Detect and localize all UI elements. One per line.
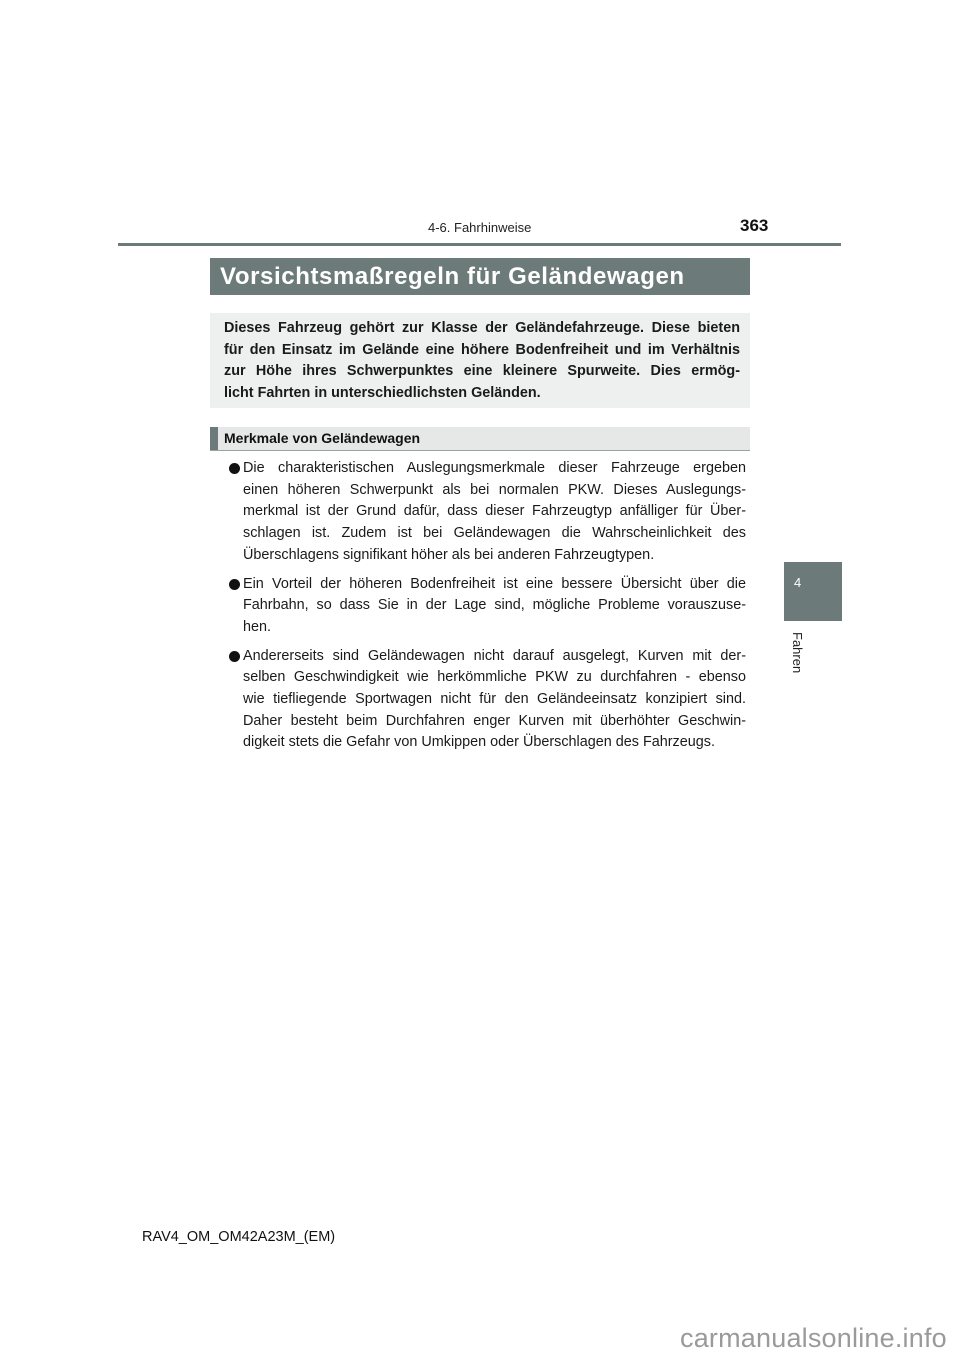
- page-title: Vorsichtsmaßregeln für Geländewagen: [210, 258, 750, 295]
- bullet-line: wie tiefliegende Sportwagen nicht für den Geländeeinsatz konzipiert sind.: [243, 691, 746, 708]
- bullet-line: einen höheren Schwerpunkt als bei normalen PKW. Dieses Auslegungs-: [243, 481, 746, 498]
- bullet-line: Andererseits sind Geländewagen nicht darauf ausgelegt, Kurven mit der-: [243, 647, 746, 664]
- bullet-line: selben Geschwindigkeit wie herkömmliche PKW zu durchfahren - ebenso: [243, 669, 746, 686]
- bullet-line: merkmal ist der Grund dafür, dass dieser Fahrzeugtyp anfälliger für Über-: [243, 503, 746, 520]
- intro-line: für den Einsatz im Gelände eine höhere Bodenfreiheit und im Verhältnis: [224, 341, 740, 358]
- subheading: Merkmale von Geländewagen: [224, 430, 421, 446]
- bullet-line: hen.: [243, 618, 272, 635]
- bullet-list: [226, 458, 746, 761]
- bullet-line: Überschlagens signifikant höher als bei anderen Fahrzeugtypen.: [243, 546, 655, 563]
- intro-box: [210, 313, 750, 408]
- chapter-tab: [784, 562, 842, 621]
- intro-line: zur Höhe ihres Schwerpunktes eine kleinere Spurweite. Dies ermög-: [224, 363, 740, 379]
- bullet-line: schlagen ist. Zudem ist bei Geländewagen die Wahrscheinlichkeit des: [243, 525, 746, 542]
- page-number: 363: [740, 216, 769, 235]
- bullet-line: digkeit stets die Gefahr von Umkippen oder Überschlagen des Fahrzeugs.: [243, 734, 715, 751]
- subheading-accent: [210, 427, 218, 450]
- bullet-item: [226, 646, 746, 755]
- bullet-item: [226, 458, 746, 567]
- intro-line: Dieses Fahrzeug gehört zur Klasse der Geländefahrzeuge. Diese bieten: [224, 320, 740, 336]
- document-code: RAV4_OM_OM42A23M_(EM): [142, 1229, 336, 1245]
- section-header: 4-6. Fahrhinweise: [428, 220, 532, 235]
- watermark: carmanualsonline.info: [680, 1323, 947, 1353]
- chapter-number: 4: [794, 575, 802, 590]
- bullet-line: Daher besteht beim Durchfahren enger Kurven mit überhöhter Geschwin-: [243, 712, 746, 729]
- intro-line: licht Fahrten in unterschiedlichsten Geländen.: [224, 384, 541, 401]
- bullet-line: Ein Vorteil der höheren Bodenfreiheit ist eine bessere Übersicht über die: [243, 575, 746, 592]
- bullet-icon: [229, 651, 240, 662]
- bullet-line: Die charakteristischen Auslegungsmerkmale dieser Fahrzeuge ergeben: [243, 460, 746, 476]
- bullet-icon: [229, 463, 240, 474]
- header-rule: [118, 243, 841, 246]
- chapter-label: Fahren: [790, 632, 805, 674]
- bullet-line: Fahrbahn, so dass Sie in der Lage sind, mögliche Probleme vorauszuse-: [243, 597, 746, 614]
- bullet-icon: [229, 579, 240, 590]
- subheading-bar: [210, 427, 750, 451]
- bullet-item: [226, 574, 746, 639]
